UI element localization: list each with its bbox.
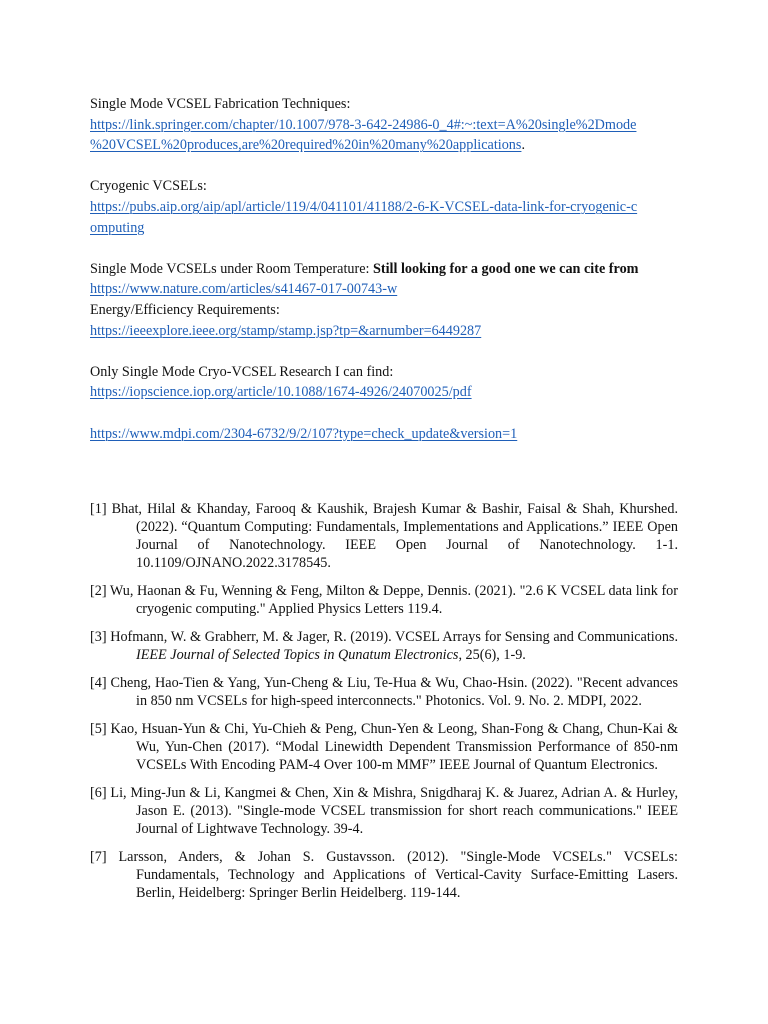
fabrication-period: . [521, 137, 525, 154]
reference-item-4: [4] Cheng, Hao-Tien & Yang, Yun-Cheng & Liu, Te-Hua & Wu, Chao-Hsin. (2022). "Recent advances in 850 nm VCSELs for high-speed interconnects." Photonics. Vol. 9. No. 2. MDPI, 2022. [90, 675, 678, 710]
reference-3-text: [3] Hofmann, W. & Grabherr, M. & Jager, R. (2019). VCSEL Arrays for Sensing and Communications. [90, 629, 678, 646]
fabrication-link[interactable] [90, 117, 636, 154]
room-temp-label: Single Mode VCSELs under Room Temperature: [90, 260, 373, 277]
reference-3-journal: IEEE Journal of Selected Topics in Qunatum Electronics [136, 647, 459, 664]
cryo-link-line [90, 197, 678, 238]
fabrication-link-line [90, 115, 678, 156]
cryo-url-part1: https://pubs.aip.org/aip/apl/article/119/4/041101/41188/2-6-K-VCSEL-data-link-for-cryogenic-c [90, 198, 638, 215]
reference-item-7: [7] Larsson, Anders, & Johan S. Gustavsson. (2012). "Single-Mode VCSELs." VCSELs: Fundamentals, Technology and Applications of Vertical-Cavity Surface-Emitting Lasers. Berlin, Heidelberg: Springer Berlin Heidelberg. 119-144. [90, 849, 678, 902]
mdpi-link[interactable]: https://www.mdpi.com/2304-6732/9/2/107?type=check_update&version=1 [90, 425, 518, 442]
reference-item-3 [90, 628, 678, 664]
reference-item-1: [1] Bhat, Hilal & Khanday, Farooq & Kaushik, Brajesh Kumar & Bashir, Faisal & Shah, Khurshed. (2022). “Quantum Computing: Fundamentals, Implementations and Applications.” IEEE Open Journal of Nanotechnology. IEEE Open Journal of Nanotechnology. 1-1. 10.1109/OJNANO.2022.3178545. [90, 501, 678, 572]
cryo-url-part2: omputing [90, 219, 145, 236]
reference-item-2: [2] Wu, Haonan & Fu, Wenning & Feng, Milton & Deppe, Dennis. (2021). "2.6 K VCSEL data link for cryogenic computing." Applied Physics Letters 119.4. [90, 583, 678, 618]
only-cryo-label: Only Single Mode Cryo-VCSEL Research I can find: [90, 363, 394, 380]
energy-label: Energy/Efficiency Requirements: [90, 301, 280, 318]
only-cryo-link[interactable]: https://iopscience.iop.org/article/10.1088/1674-4926/24070025/pdf [90, 384, 472, 401]
fabrication-url-part2: %20VCSEL%20produces,are%20required%20in%20many%20applications [90, 137, 522, 154]
energy-link[interactable]: https://ieeexplore.ieee.org/stamp/stamp.jsp?tp=&arnumber=6449287 [90, 322, 482, 339]
fabrication-label: Single Mode VCSEL Fabrication Techniques: [90, 96, 351, 112]
room-temp-line [90, 259, 678, 280]
reference-item-5: [5] Kao, Hsuan-Yun & Chi, Yu-Chieh & Peng, Chun-Yen & Leong, Shan-Fong & Chang, Chun-Kai & Wu, Yun-Chen (2017). “Modal Linewidth Dependent Transmission Performance of 850-nm VCSELs With Encoding PAM-4 Over 100-m MMF” IEEE Journal of Quantum Electronics. [90, 721, 678, 774]
room-temp-note: Still looking for a good one we can cite from [373, 260, 639, 277]
room-temp-link[interactable]: https://www.nature.com/articles/s41467-017-00743-w [90, 281, 398, 298]
fabrication-url-part1: https://link.springer.com/chapter/10.1007/978-3-642-24986-0_4#:~:text=A%20single%2Dmode [90, 116, 637, 133]
reference-3-details: , 25(6), 1-9. [458, 647, 526, 664]
cryo-label: Cryogenic VCSELs: [90, 178, 207, 195]
reference-item-6: [6] Li, Ming-Jun & Li, Kangmei & Chen, Xin & Mishra, Snigdharaj K. & Juarez, Adrian A. & Hurley, Jason E. (2013). "Single-mode VCSEL transmission for short reach communications." IEEE Journal of Lightwave Technology. 39-4. [90, 785, 678, 838]
reference-list [90, 500, 678, 902]
cryo-link[interactable] [90, 199, 637, 236]
